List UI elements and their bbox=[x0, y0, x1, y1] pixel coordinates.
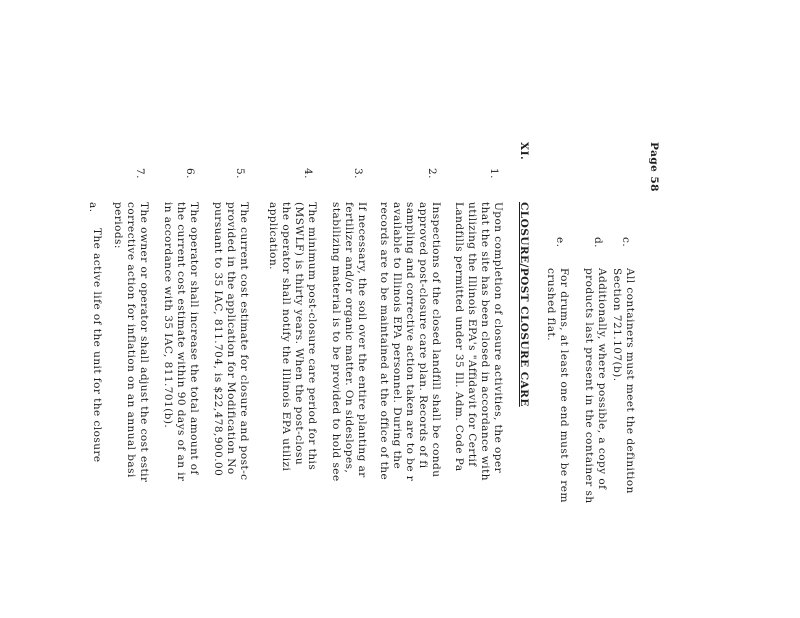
subitem-d-line: Additionally, where possible, a copy of bbox=[596, 268, 608, 490]
item-3-line: fertilizer and/or organic matter. On sideslopes, bbox=[343, 202, 355, 474]
item-4-line: (MSWLF) is thirty years. When the post-closu bbox=[293, 202, 305, 466]
item-2-line: records are to be maintained at the office of the bbox=[378, 202, 390, 481]
subitem-c-line: All containers must meet the definition bbox=[624, 268, 636, 494]
section-number: XI. bbox=[518, 142, 530, 161]
item-2-label: 2. bbox=[426, 168, 438, 179]
item-7-label: 7. bbox=[134, 168, 146, 179]
item-1-label: 1. bbox=[488, 168, 500, 179]
item-1-line: utilizing the Illinois EPA's "Affidavit for Certif bbox=[466, 202, 478, 467]
item-2-line: available to Illinois EPA personnel. During the bbox=[391, 202, 403, 470]
item-4-line: the operator shall notify the Illinois EPA utilizi bbox=[280, 202, 292, 472]
item-7-line: periods: bbox=[112, 202, 124, 249]
item-1-line: Landfills permitted under 35 Ill. Adm. Code Pa bbox=[453, 202, 465, 472]
item-5-line: provided in the application for Modification No bbox=[225, 202, 237, 475]
item-2-line: Inspections of the closed landfill shall be condu bbox=[430, 202, 442, 478]
subitem-c-line: Section 721.107(b). bbox=[611, 268, 623, 382]
item-6-label: 6. bbox=[184, 168, 196, 179]
item-2-line: sampling and corrective action taken are to be r bbox=[404, 202, 416, 482]
item-7-line: corrective action for inflation on an annual basi bbox=[125, 202, 137, 478]
subitem-c-label: c. bbox=[620, 237, 632, 248]
item-4-line: The minimum post-closure care period for this bbox=[306, 202, 318, 471]
item-4-label: 4. bbox=[302, 168, 314, 179]
item-5-line: pursuant to 35 IAC, 811.704, is $22,478,900.00 bbox=[212, 202, 224, 477]
item-3-label: 3. bbox=[352, 168, 364, 179]
subitem-e-line: crushed flat. bbox=[545, 268, 557, 341]
section-title: CLOSURE/POST CLOSURE CARE bbox=[518, 202, 530, 407]
item-3-line: stabilizing material is to be provided to hold see bbox=[330, 202, 342, 482]
item-6-line: in accordance with 35 IAC, 811.701(b). bbox=[162, 202, 174, 429]
subitem-a-label: a. bbox=[87, 202, 99, 213]
item-2-line: approved post-closure care plan. Records of fi bbox=[417, 202, 429, 469]
item-1-line: that the site has been closed in accordance with bbox=[479, 202, 491, 481]
item-7-line: The owner or operator shall adjust the cost estir bbox=[138, 202, 150, 483]
item-1-line: Upon completion of closure activities, the oper bbox=[492, 202, 504, 474]
subitem-e-line: For drums, at least one end must be rem bbox=[558, 268, 570, 503]
subitem-e-label: e. bbox=[554, 237, 566, 248]
subitem-a-line: The active life of the unit for the closure bbox=[91, 228, 103, 463]
item-3-line: If necessary, the soil over the entire planting ar bbox=[356, 202, 368, 478]
subitem-d-label: d. bbox=[592, 237, 604, 248]
item-6-line: the current cost estimate within 90 days of an ir bbox=[175, 202, 187, 482]
subitem-d-line: products last present in the container sh bbox=[583, 268, 595, 504]
item-5-label: 5. bbox=[234, 168, 246, 179]
item-6-line: The operator shall increase the total amount of bbox=[188, 202, 200, 475]
item-5-line: The current cost estimate for closure and post-c bbox=[238, 202, 250, 481]
page-number: Page 58 bbox=[648, 142, 660, 192]
rotated-text-block bbox=[70, 130, 670, 618]
item-4-line: application. bbox=[267, 202, 279, 270]
